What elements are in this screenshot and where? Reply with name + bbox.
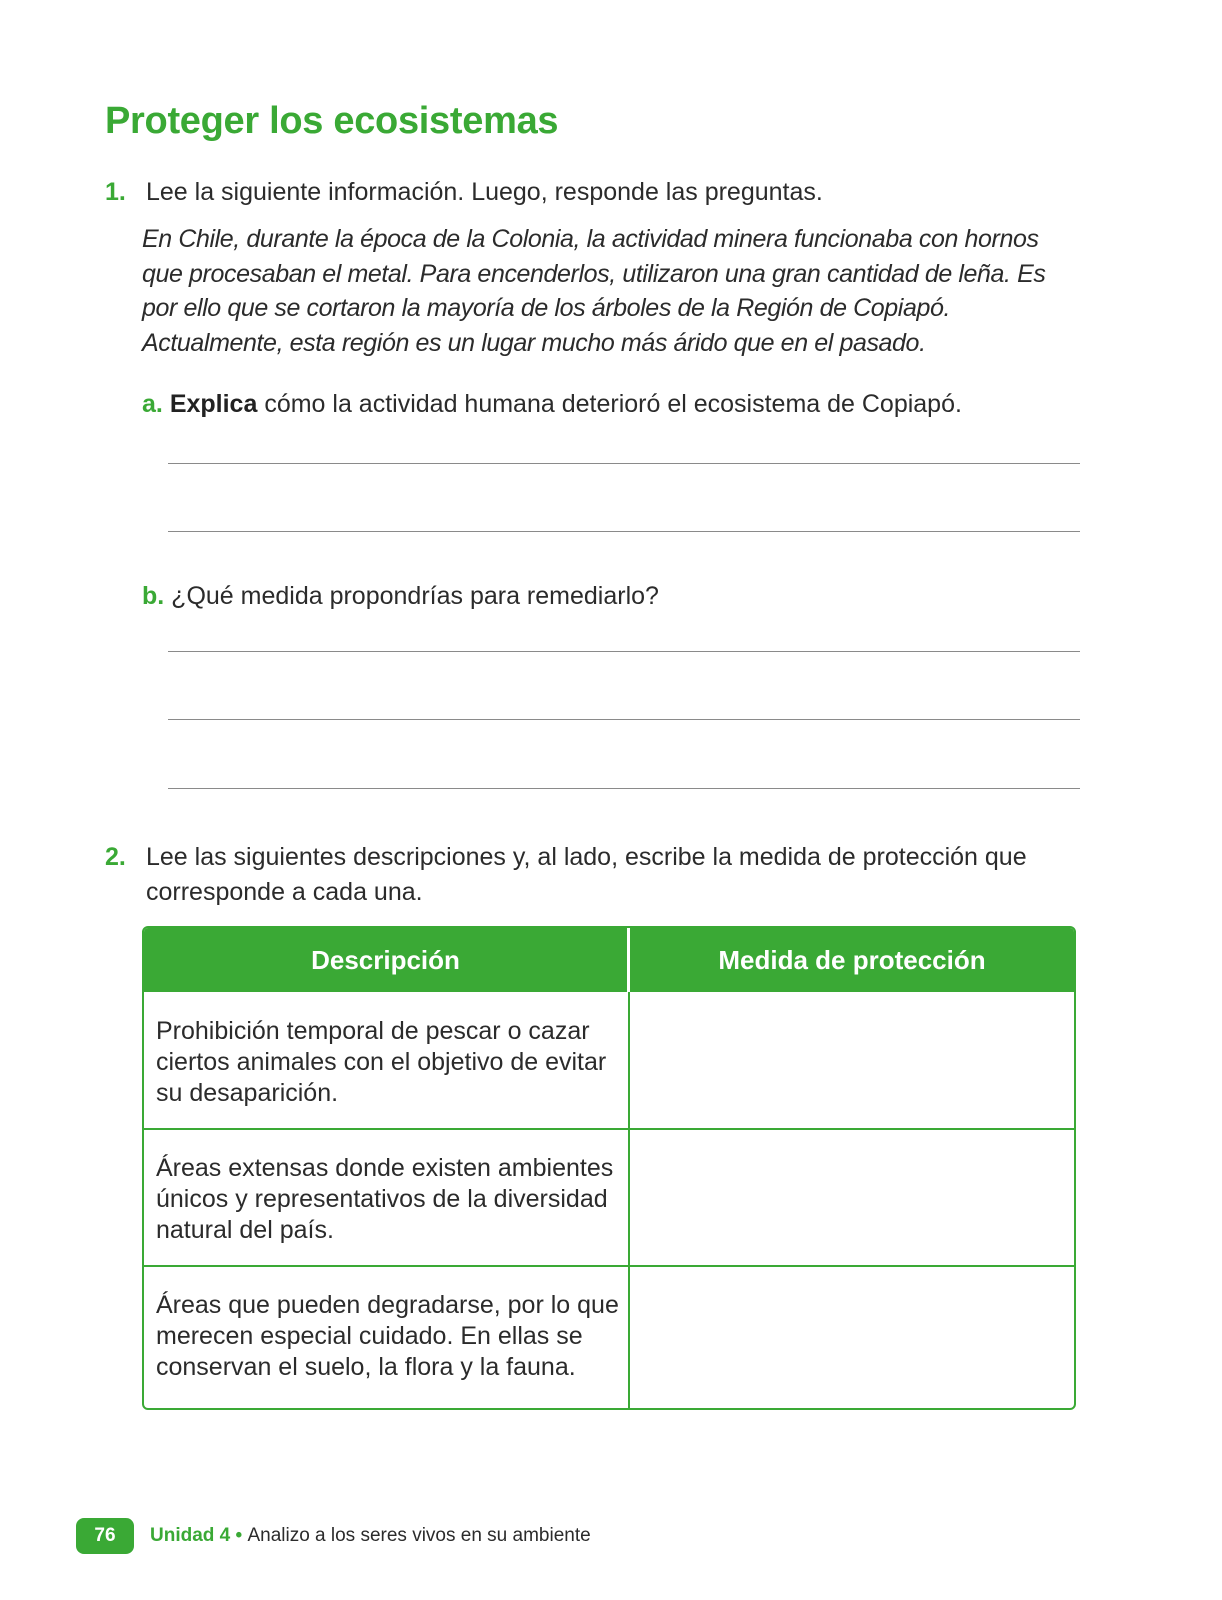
table-header	[144, 928, 1074, 992]
answer-line-1a-1[interactable]	[168, 463, 1080, 464]
question-1-prompt: Lee la siguiente información. Luego, responde las preguntas.	[146, 178, 823, 206]
page-number: 76	[76, 1518, 134, 1554]
footer-separator: •	[230, 1525, 248, 1546]
table-row-2-description: Áreas extensas donde existen ambientes únicos y representativos de la diversidad natural del país.	[156, 1154, 614, 1244]
protection-measures-table	[142, 926, 1076, 1410]
question-1-number: 1.	[105, 178, 126, 206]
answer-line-1b-1[interactable]	[168, 651, 1080, 652]
answer-line-1b-2[interactable]	[168, 719, 1080, 720]
question-1b	[142, 579, 659, 614]
page-title: Proteger los ecosistemas	[105, 100, 559, 142]
question-1a	[142, 387, 962, 422]
question-1a-letter: a.	[142, 390, 163, 418]
row-divider	[144, 1128, 1074, 1130]
answer-line-1a-2[interactable]	[168, 531, 1080, 532]
answer-line-1b-3[interactable]	[168, 788, 1080, 789]
question-2-number: 2.	[105, 843, 126, 871]
column-divider	[628, 992, 630, 1410]
header-protection-measure: Medida de protección	[718, 945, 986, 975]
footer-subtitle: Analizo a los seres vivos en su ambiente	[247, 1525, 591, 1546]
question-2-prompt: Lee las siguientes descripciones y, al lado, escribe la medida de protección que corresponde a cada una.	[146, 843, 1027, 906]
question-1b-text: ¿Qué medida propondrías para remediarlo?	[171, 582, 659, 610]
question-1b-letter: b.	[142, 582, 165, 610]
footer-unit-label	[150, 1518, 591, 1554]
header-description: Descripción	[311, 945, 460, 975]
question-2	[105, 840, 1065, 910]
table-row-3-description: Áreas que pueden degradarse, por lo que merecen especial cuidado. En ellas se conservan el suelo, la flora y la fauna.	[156, 1291, 619, 1381]
question-1a-text: cómo la actividad humana deterioró el ecosistema de Copiapó.	[257, 390, 962, 418]
footer-unit: Unidad 4	[150, 1525, 231, 1546]
question-1	[105, 175, 1065, 210]
row-divider	[144, 1265, 1074, 1267]
question-1a-verb: Explica	[169, 390, 258, 418]
reading-passage: En Chile, durante la época de la Colonia, la actividad minera funcionaba con hornos que procesaban el metal. Para encenderlos, utilizaron una gran cantidad de leña. Es por ello que se cortaron la mayoría de los árboles de la Región de Copiapó. Actualmente, esta región es un lugar mucho más árido que en el pasado.	[142, 225, 1046, 357]
table-row-1-description: Prohibición temporal de pescar o cazar ciertos animales con el objetivo de evitar su desaparición.	[156, 1017, 607, 1107]
